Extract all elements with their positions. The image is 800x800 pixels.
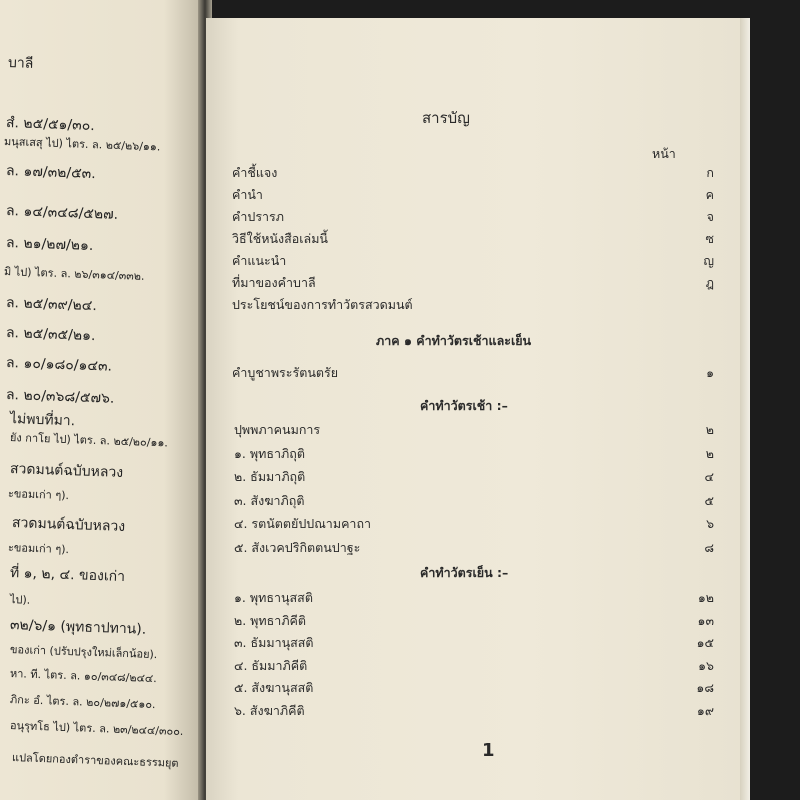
left-page-line: หา. ที. ไตร. ล. ๑๐/๓๔๘/๒๔๔. (9, 667, 157, 686)
toc-entry-label: คำแนะนำ (232, 253, 287, 268)
toc-entry-page: ๑๘ (696, 680, 714, 695)
left-page-line: ล. ๒๕/๓๕/๒๑. (5, 325, 96, 345)
toc-entry-label: ที่มาของคำบาลี (232, 275, 316, 290)
toc-entry-label: คำบูชาพระรัตนตรัย (232, 365, 339, 380)
toc-entry-page: ฎ (705, 275, 714, 290)
left-page-line: อนุรุทโธ ไป) ไตร. ล. ๒๓/๒๔๔/๓๐๐. (9, 719, 184, 739)
toc-entry-label: ๕. สังฆานุสสติ (234, 680, 314, 695)
table-of-contents-page (206, 18, 744, 800)
left-page-line: ยัง กาโย ไป) ไตร. ล. ๒๕/๒๐/๑๑. (9, 431, 169, 450)
toc-entry-label: คำนำ (232, 187, 263, 202)
left-page-line: สํ. ๒๕/๕๑/๓๐. (5, 115, 95, 135)
toc-entry-page: จ (706, 209, 714, 224)
toc-entry-page: ๑ (706, 365, 714, 380)
morning-heading: คำทำวัตรเช้า :– (420, 398, 508, 413)
toc-entry-label: ๔. ธัมมาภิคีติ (234, 657, 308, 673)
left-page-line: ล. ๑๔/๓๔๘/๕๒๗. (5, 203, 119, 223)
left-page-line: ไป). (9, 593, 31, 607)
part1-heading: ภาค ๑ คำทำวัตรเช้าและเย็น (376, 333, 532, 348)
toc-entry-label: ๑. พุทธานุสสติ (234, 590, 313, 605)
left-page-line: มนุสเสสุ ไป) ไตร. ล. ๒๕/๒๖/๑๑. (3, 135, 161, 154)
toc-entry-page: ๑๕ (696, 635, 714, 650)
toc-entry-label: ๓. สังฆาภิถุติ (234, 492, 305, 508)
toc-entry-page: ๖ (706, 516, 714, 531)
page-column-header: หน้า (652, 146, 676, 161)
left-page-line: ไม่พบที่มา. (9, 411, 76, 430)
page-mark: 1 (482, 740, 495, 761)
toc-entry-page: ๒ (705, 422, 714, 437)
page-edge (740, 18, 750, 800)
toc-title: สารบัญ (422, 109, 470, 127)
toc-entry-page: ซ (705, 231, 714, 246)
toc-entry-label: ๖. สังฆาภิคีติ (234, 702, 305, 718)
toc-entry-label: ประโยชน์ของการทำวัตรสวดมนต์ (232, 297, 413, 312)
left-book-page (0, 0, 205, 800)
toc-entry-label: ๒. ธัมมาภิถุติ (234, 469, 306, 484)
left-page-line: ล. ๒๕/๓๙/๒๔. (5, 295, 98, 315)
left-page-line: สวดมนต์ฉบับหลวง (9, 461, 124, 481)
left-page-line: ภิกะ อํ. ไตร. ล. ๒๐/๒๗๑/๕๑๐. (9, 693, 156, 712)
left-page-line: แปลโดยกองตำราของคณะธรรมยุต (11, 751, 179, 770)
toc-entry-page: ๑๖ (698, 657, 714, 673)
toc-entry-label: คำชี้แจง (232, 165, 278, 180)
toc-entry-label: วิธีใช้หนังสือเล่มนี้ (232, 231, 328, 246)
left-page-line: ๓๒/๖/๑ (พุทธาปทาน). (9, 617, 147, 638)
toc-entry-label: ๕. สังเวคปริกิตตนปาฐะ (234, 539, 361, 555)
toc-entry-page: ๑๓ (697, 612, 714, 628)
toc-entry-page: ๑๙ (696, 702, 714, 718)
left-page-line: มิ ไป) ไตร. ล. ๒๖/๓๑๔/๓๓๒. (3, 265, 145, 283)
toc-entry-page: ๕ (704, 492, 714, 508)
left-page-line: ะขอมเก่า ๆ). (7, 541, 70, 557)
toc-entry-page: ค (705, 187, 714, 202)
left-page-line: ล. ๑๗/๓๒/๕๓. (5, 163, 96, 183)
toc-entry-page: ๑๒ (697, 590, 714, 605)
left-page-line: ล. ๒๐/๓๖๘/๕๗๖. (5, 387, 115, 407)
left-page-line: ล. ๒๑/๒๗/๒๑. (5, 235, 94, 255)
evening-heading: คำทำวัตรเย็น :– (420, 565, 509, 580)
toc-entry-label: ๒. พุทธาภิคีติ (234, 612, 307, 628)
left-page-line: สวดมนต์ฉบับหลวง (11, 515, 126, 535)
toc-entry-page: ญ (703, 253, 714, 268)
toc-entry-label: ๑. พุทธาภิถุติ (234, 445, 305, 461)
left-page-line: ของเก่า (ปรับปรุงใหม่เล็กน้อย). (9, 643, 158, 662)
toc-entry-label: ปุพพภาคนมการ (234, 422, 321, 437)
left-page-line: บาลี (7, 55, 34, 72)
toc-entry-page: ก (706, 165, 714, 180)
toc-entry-label: ๓. ธัมมานุสสติ (234, 635, 314, 650)
left-page-line: ะขอมเก่า ๆ). (7, 487, 70, 503)
toc-entry-label: คำปรารภ (232, 209, 285, 224)
toc-entry-label: ๔. รตนัตตยัปปณามคาถา (234, 516, 372, 531)
toc-entry-page: ๒ (705, 445, 714, 461)
toc-entry-page: ๔ (704, 469, 714, 484)
left-page-line: ล. ๑๐/๑๘๐/๑๔๓. (5, 355, 113, 375)
left-page-line: ที่ ๑, ๒, ๔. ของเก่า (9, 565, 126, 586)
toc-entry-page: ๘ (704, 539, 714, 555)
